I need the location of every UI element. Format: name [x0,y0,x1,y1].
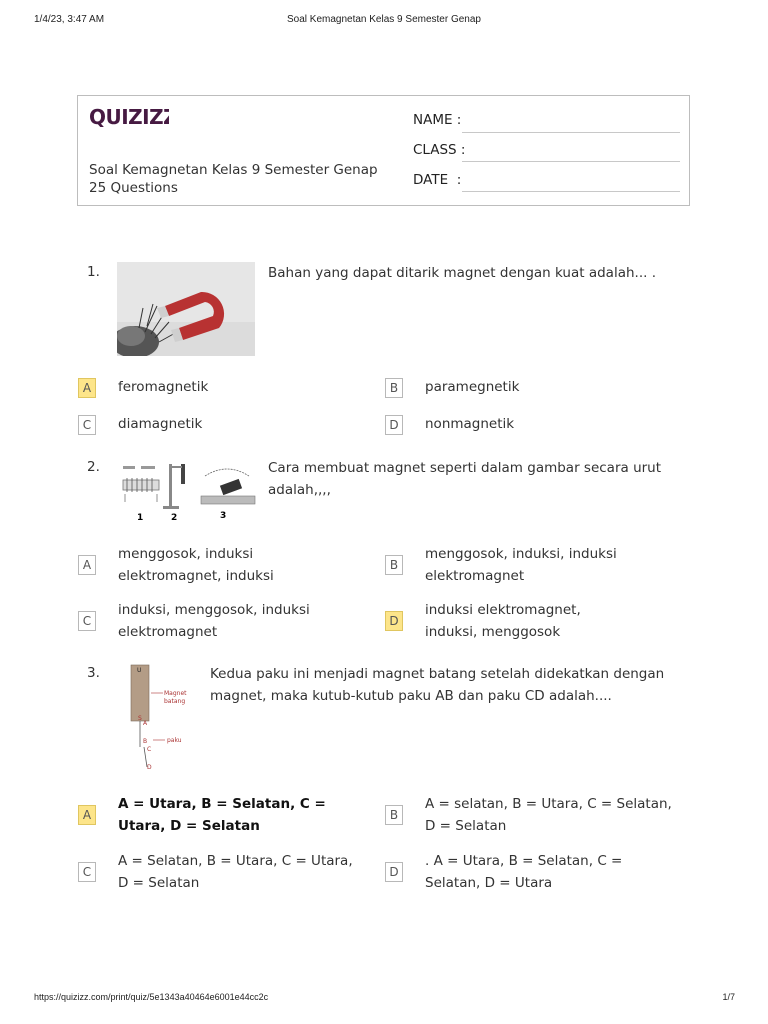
quizizz-logo [89,104,169,135]
option-d-badge[interactable]: D [385,611,403,631]
option-c-badge[interactable]: C [78,862,96,882]
option-c-text: induksi, menggosok, induksi elektromagnet [118,602,310,640]
option-d-text: . A = Utara, B = Selatan, C = Selatan, D = Utara [425,853,623,891]
date-field[interactable] [462,190,680,192]
nail-label-paku: paku [167,737,182,744]
option-b-badge[interactable]: B [385,805,403,825]
option-a-badge[interactable]: A [78,555,96,575]
question-number: 1. [87,264,100,280]
class-field-label: CLASS : [413,142,466,158]
svg-text:QUIZIZZ: QUIZIZZ [89,105,169,129]
quiz-title: Soal Kemagnetan Kelas 9 Semester Genap [89,162,378,178]
option-c-badge[interactable]: C [78,611,96,631]
magnet-methods-diagram [117,458,257,526]
question-number: 3. [87,665,100,681]
option-c-text: A = Selatan, B = Utara, C = Utara, D = Selatan [118,853,353,891]
option-a-text: feromagnetik [118,379,209,395]
option-d-text: nonmagnetik [425,416,515,432]
date-field-label: DATE : [413,172,462,188]
option-b-badge[interactable]: B [385,555,403,575]
magnet-label: Magnet [164,690,187,697]
option-a-text: A = Utara, B = Selatan, C = Utara, D = Selatan [118,796,326,834]
question-number: 2. [87,459,100,475]
print-datetime: 1/4/23, 3:47 AM [34,14,105,25]
question-count: 25 Questions [89,180,178,196]
option-c-text: diamagnetik [118,416,203,432]
option-c-badge[interactable]: C [78,415,96,435]
option-d-text: induksi elektromagnet, induksi, menggosok [425,602,581,640]
class-field[interactable] [462,160,680,162]
question-text: Bahan yang dapat ditarik magnet dengan kuat adalah... . [268,265,656,281]
diagram-label-3: 3 [220,511,227,521]
quiz-header-box [77,95,690,206]
nail-label-c: C [147,746,152,753]
svg-text:batang: batang [164,698,186,705]
name-field[interactable] [462,131,680,133]
option-a-badge[interactable]: A [78,805,96,825]
question-text: Cara membuat magnet seperti dalam gambar secara urut adalah,,,, [268,460,662,498]
horseshoe-magnet-image [117,262,255,360]
nail-label-b: B [143,738,148,745]
option-b-text: paramegnetik [425,379,520,395]
question-text: Kedua paku ini menjadi magnet batang setelah didekatkan dengan magnet, maka kutub-kutub paku AB dan paku CD adalah.... [210,666,665,704]
option-d-badge[interactable]: D [385,415,403,435]
option-b-text: A = selatan, B = Utara, C = Selatan, D = Selatan [425,796,672,834]
page-number: 1/7 [722,992,735,1002]
print-url[interactable]: https://quizizz.com/print/quiz/5e1343a40464e6001e44cc2c [34,992,269,1002]
bar-magnet-nails-diagram [117,663,201,777]
name-field-label: NAME : [413,112,462,128]
option-b-badge[interactable]: B [385,378,403,398]
option-a-badge[interactable]: A [78,378,96,398]
option-d-badge[interactable]: D [385,862,403,882]
nail-label-a: A [143,720,148,727]
diagram-label-2: 2 [171,513,178,522]
quizizz-logo-icon [89,104,169,130]
option-a-text: menggosok, induksi elektromagnet, induksi [118,546,274,584]
magnet-north-label: U [137,667,142,674]
nail-label-d: D [147,764,152,771]
option-b-text: menggosok, induksi, induksi elektromagnet [425,546,617,584]
diagram-label-1: 1 [137,513,144,522]
print-title: Soal Kemagnetan Kelas 9 Semester Genap [286,14,481,25]
magnet-south-label: S [138,715,142,722]
